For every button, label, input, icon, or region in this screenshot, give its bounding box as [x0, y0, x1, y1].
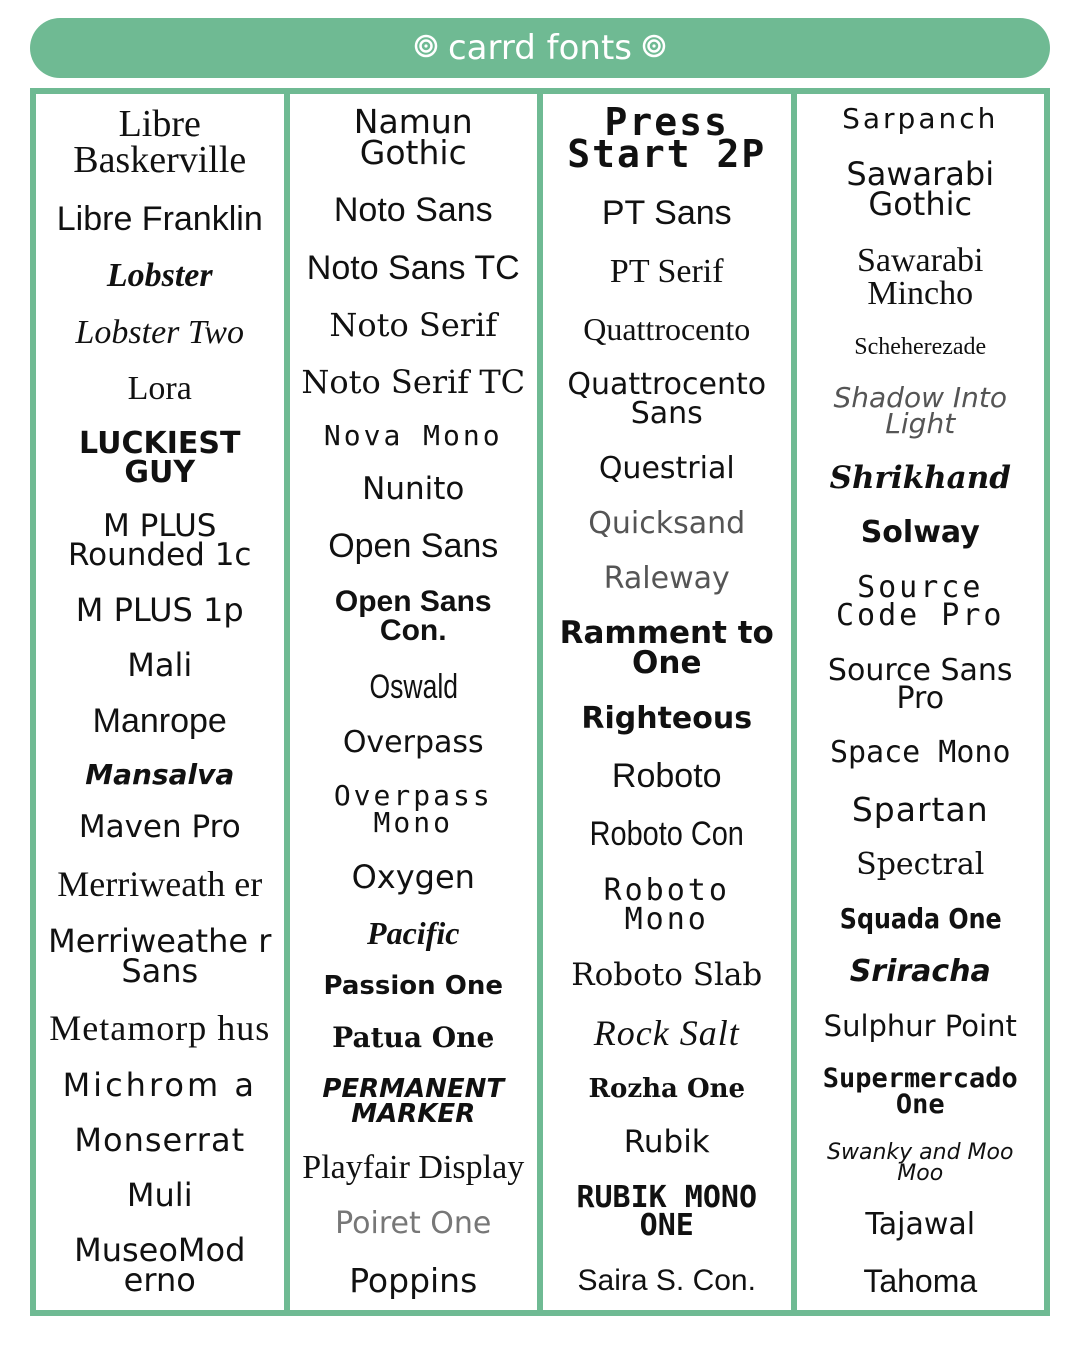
font-name: Sawarabi Mincho — [856, 242, 984, 312]
font-name: Scheherezade — [854, 333, 987, 360]
font-name: Press Start 2P — [567, 100, 767, 177]
font-name: Oswald — [369, 668, 458, 706]
font-name: Ramment to One — [559, 615, 774, 681]
font-name: Patua One — [332, 1020, 495, 1054]
font-name: MuseoMod erno — [74, 1231, 246, 1300]
font-grid — [30, 88, 1050, 1316]
font-name: Libre Baskerville — [73, 103, 247, 182]
font-name: Merriweathe r Sans — [48, 922, 272, 991]
page-title: carrd fonts — [447, 28, 633, 68]
font-name: Supermercado One — [822, 1063, 1018, 1120]
font-name: Rock Salt — [593, 1013, 740, 1054]
font-name: Mali — [127, 646, 193, 685]
font-name: Oxygen — [351, 858, 475, 897]
font-name: Overpass — [342, 725, 484, 761]
font-name: RUBIK MONO ONE — [576, 1179, 758, 1244]
font-name: Questrial — [598, 450, 735, 486]
font-name: Rubik — [623, 1124, 710, 1161]
font-name: Space Mono — [829, 735, 1011, 771]
font-name: Source Sans Pro — [827, 652, 1013, 717]
font-column-3 — [543, 94, 791, 1310]
title-banner — [30, 18, 1050, 78]
swirl-icon — [414, 34, 438, 63]
font-name: Manrope — [92, 702, 227, 741]
font-name: Merriweath er — [57, 864, 263, 905]
font-name: Roboto Mono — [603, 873, 730, 937]
font-name: PT Sans — [601, 194, 732, 233]
font-name: Metamorp hus — [49, 1008, 271, 1049]
font-name: Squada One — [839, 901, 1002, 935]
font-name: Shrikhand — [829, 459, 1011, 496]
font-name: Passion One — [323, 971, 503, 1002]
font-name: Tajawal — [865, 1207, 976, 1243]
font-name: Poppins — [349, 1260, 478, 1300]
font-name: Shadow Into Light — [833, 380, 1007, 441]
font-name: Overpass Mono — [333, 779, 493, 839]
font-name: Lobster Two — [75, 313, 244, 351]
font-name: Maven Pro — [78, 809, 241, 846]
font-name: Noto Serif TC — [301, 362, 526, 401]
font-name: Nova Mono — [323, 418, 503, 452]
font-name: Open Sans Con. — [334, 585, 492, 647]
font-name: Quicksand — [588, 505, 746, 541]
font-column-4 — [797, 94, 1045, 1310]
font-name: Spectral — [856, 847, 985, 883]
font-name: Mansalva — [85, 758, 235, 792]
font-name: Sulphur Point — [823, 1008, 1017, 1043]
font-name: Sarpanch — [842, 102, 999, 135]
font-name: Noto Sans TC — [306, 249, 520, 288]
font-name: M PLUS 1p — [75, 591, 244, 630]
font-name: Noto Sans — [333, 191, 493, 230]
font-name: Namun Gothic — [353, 102, 473, 173]
font-name: Muli — [126, 1176, 193, 1215]
font-name: Roboto Slab — [571, 956, 763, 993]
font-name: PERMANENT MARKER — [322, 1074, 505, 1129]
font-name: Rozha One — [588, 1074, 746, 1104]
font-name: PT Serif — [609, 252, 724, 290]
font-name: Playfair Display — [302, 1149, 525, 1187]
swirl-icon — [642, 34, 666, 63]
font-name: Swanky and Moo Moo — [827, 1140, 1014, 1187]
font-name: Tahoma — [863, 1262, 978, 1299]
font-name: Libre Franklin — [56, 199, 263, 238]
font-name: Poiret One — [335, 1206, 492, 1242]
font-column-1 — [36, 94, 284, 1310]
font-name: Righteous — [581, 700, 753, 736]
font-name: Pacific — [367, 915, 460, 952]
font-column-2 — [290, 94, 538, 1310]
font-name: Raleway — [603, 560, 730, 596]
font-name: Saira S. Con. — [577, 1264, 756, 1298]
font-name: Lobster — [106, 256, 213, 294]
font-name: Quattrocento — [583, 311, 751, 348]
font-name: M PLUS Rounded 1c — [68, 507, 252, 574]
font-name: Spartan — [851, 789, 989, 829]
font-name: Solway — [860, 515, 980, 551]
font-name: Noto Serif — [329, 306, 498, 345]
font-name: Source Code Pro — [836, 569, 1005, 634]
font-name: Quattrocento Sans — [567, 367, 767, 431]
font-name: Lora — [127, 370, 192, 408]
font-name: Sriracha — [849, 954, 991, 990]
font-name: Monserrat — [74, 1121, 246, 1160]
font-name: Michrom a — [62, 1066, 257, 1105]
font-name: Nunito — [362, 471, 465, 508]
font-name: Roboto — [611, 756, 722, 795]
font-name: Open Sans — [328, 527, 499, 566]
font-name: Sawarabi Gothic — [846, 154, 995, 223]
font-name: LUCKIEST GUY — [79, 426, 241, 490]
font-name: Roboto Con — [589, 815, 744, 854]
